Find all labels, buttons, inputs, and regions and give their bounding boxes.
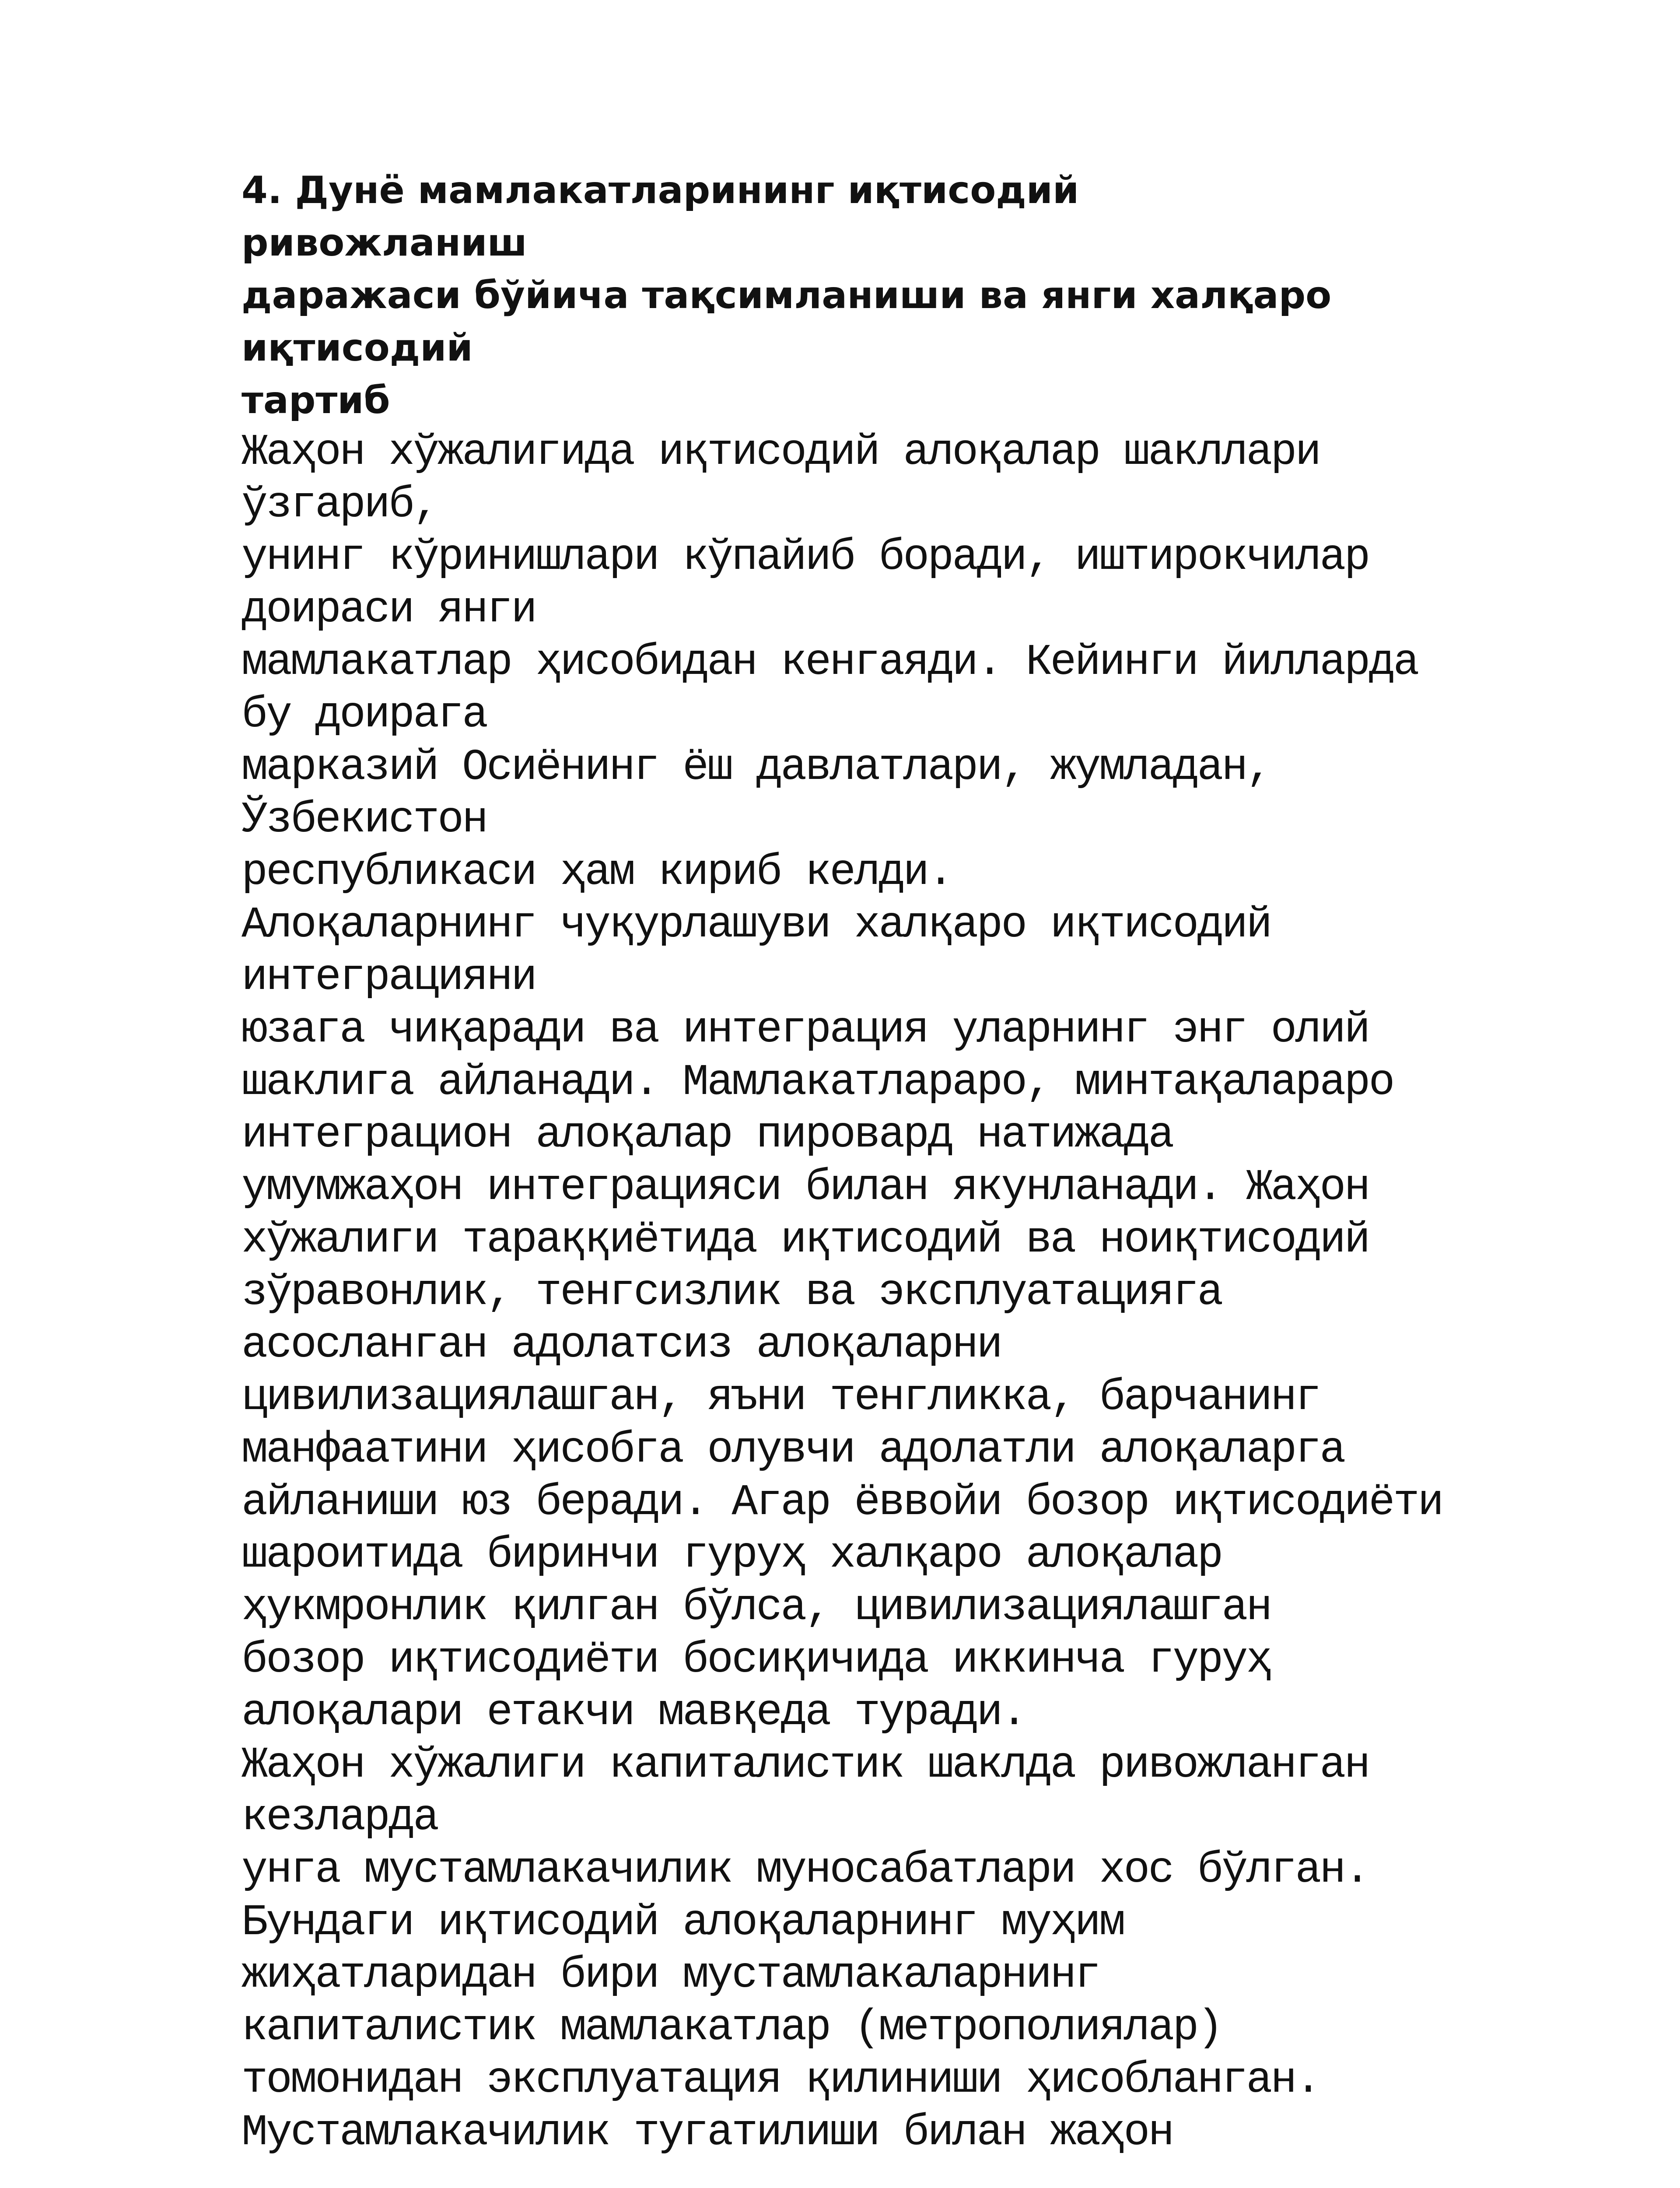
body-line: мамлакатлар ҳисобидан кенгаяди. Кейинги йилларда bbox=[242, 638, 1418, 687]
body-line: республикаси ҳам кириб келди. bbox=[242, 848, 952, 898]
body-line: интеграцион алоқалар пировард натижада bbox=[242, 1111, 1173, 1160]
body-line: зўравонлик, тенгсизлик ва эксплуатацияга bbox=[242, 1268, 1222, 1318]
body-line: юзага чиқаради ва интеграция уларнинг энг олий bbox=[242, 1006, 1369, 1055]
body-line: ҳукмронлик қилган бўлса, цивилизациялашган bbox=[242, 1583, 1271, 1633]
body-line: капиталистик мамлакатлар (метрополиялар) bbox=[242, 2003, 1222, 2053]
body-line: Алоқаларнинг чуқурлашуви халқаро иқтисодий bbox=[242, 901, 1271, 950]
body-line: бозор иқтисодиёти босиқичида иккинча гуруҳ bbox=[242, 1636, 1271, 1685]
body-line: Ўзбекистон bbox=[242, 796, 487, 845]
body-line: шаклига айланади. Мамлакатлараро, минтақалараро bbox=[242, 1058, 1393, 1108]
body-line: Бундаги иқтисодий алоқаларнинг муҳим bbox=[242, 1898, 1124, 1948]
body-line: бу доирага bbox=[242, 691, 487, 740]
body-line: асосланган адолатсиз алоқаларни bbox=[242, 1321, 1001, 1370]
body-line: кезларда bbox=[242, 1793, 438, 1843]
body-line: алоқалари етакчи мавқеда туради. bbox=[242, 1688, 1026, 1738]
body-line: Жаҳон хўжалиги капиталистик шаклда ривожланган bbox=[242, 1741, 1369, 1790]
body-line: айланиши юз беради. Агар ёввойи бозор иқтисодиёти bbox=[242, 1478, 1442, 1528]
body-line: Мустамлакачилик тугатилиши билан жаҳон bbox=[242, 2108, 1173, 2158]
body-line: унинг кўринишлари кўпайиб боради, иштирокчилар bbox=[242, 533, 1369, 582]
body-line: унга мустамлакачилик муносабатлари хос бўлган. bbox=[242, 1846, 1369, 1895]
body-line: шароитида биринчи гуруҳ халқаро алоқалар bbox=[242, 1531, 1222, 1580]
heading-line: даражаси бўйича тақсимланиши ва янги халқаро bbox=[242, 274, 1332, 317]
body-line: жиҳатларидан бири мустамлакаларнинг bbox=[242, 1951, 1099, 2000]
body-line: доираси янги bbox=[242, 586, 536, 635]
heading-line: тартиб bbox=[242, 379, 390, 422]
heading-line: ривожланиш bbox=[242, 221, 527, 265]
body-line: Жаҳон хўжалигида иқтисодий алоқалар шакллари bbox=[242, 428, 1320, 477]
heading-line: 4. Дунё мамлакатларининг иқтисодий bbox=[242, 168, 1079, 212]
body-line: цивилизациялашган, яъни тенгликка, барчанинг bbox=[242, 1373, 1320, 1423]
body-line: ўзгариб, bbox=[242, 480, 438, 530]
body-line: хўжалиги тараққиётида иқтисодий ва ноиқтисодий bbox=[242, 1216, 1369, 1265]
document-text bbox=[242, 164, 1642, 2160]
body-line: томонидан эксплуатация қилиниши ҳисобланган. bbox=[242, 2056, 1320, 2105]
body-line: интеграцияни bbox=[242, 953, 536, 1003]
body-line: марказий Осиёнинг ёш давлатлари, жумладан, bbox=[242, 743, 1271, 792]
body-line: манфаатини ҳисобга олувчи адолатли алоқаларга bbox=[242, 1426, 1344, 1475]
heading-line: иқтисодий bbox=[242, 326, 473, 370]
body-line: умумжаҳон интеграцияси билан якунланади. Жаҳон bbox=[242, 1163, 1369, 1213]
